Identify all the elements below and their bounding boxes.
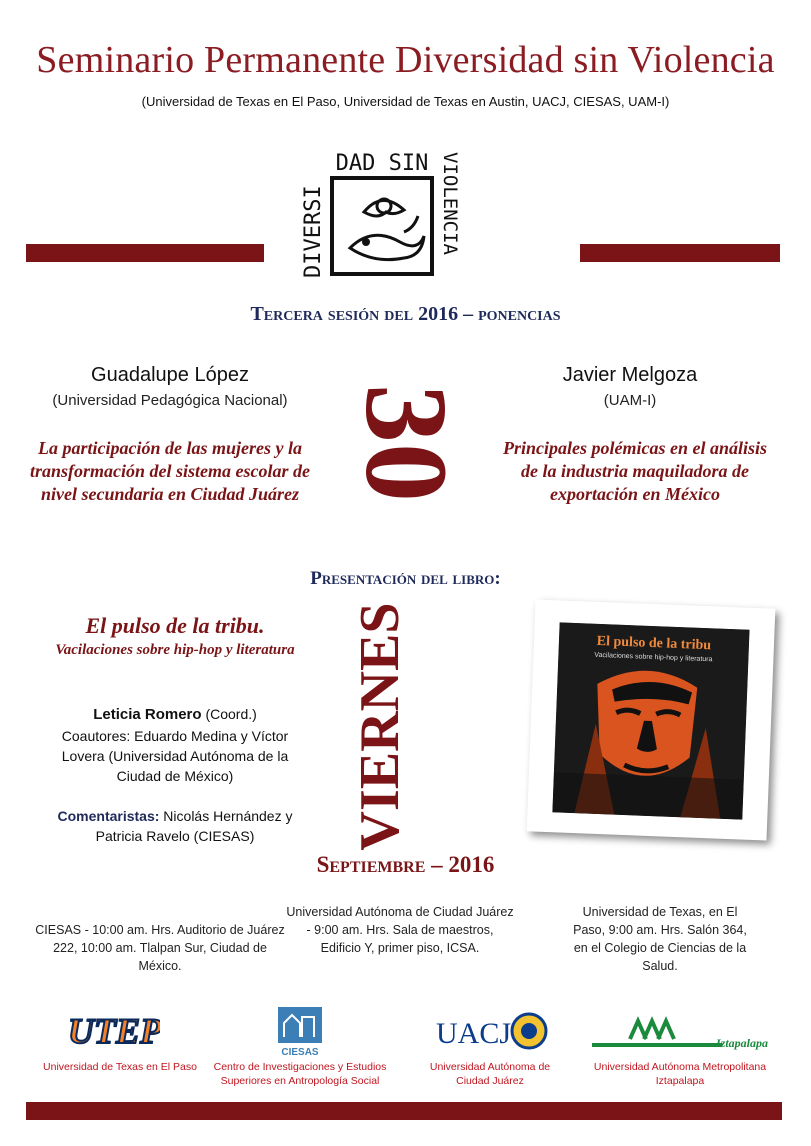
utep-logo-graphic <box>70 1005 160 1060</box>
uacj-logo-graphic <box>432 1005 550 1057</box>
weekday <box>355 605 445 850</box>
speaker-institution: (Universidad Pedagógica Nacional) <box>52 392 288 409</box>
book-coauthors: Coautores: Eduardo Medina y Víctor Lovera (Universidad Autónoma de la Ciudad de México) <box>61 728 289 784</box>
uam-logo-text: Iztapalapa <box>715 1036 768 1050</box>
ciesas-logo <box>272 1005 328 1060</box>
book-cover <box>552 622 749 819</box>
coordinator-name: Leticia Romero <box>93 706 202 723</box>
cover-subtitle: Vacilaciones sobre hip-hop y literatura <box>594 651 713 664</box>
book-cover-image <box>527 599 776 840</box>
logo-top-text: DAD SIN <box>335 151 429 176</box>
book-subtitle: Vacilaciones sobre hip-hop y literatura <box>55 642 295 658</box>
talk-title: Principales polémicas en el análisis de la industria maquiladora de exportación en México <box>503 438 767 504</box>
cover-title: El pulso de la tribu <box>596 633 712 654</box>
day-number-graphic <box>345 368 465 518</box>
coordinator-role: (Coord.) <box>201 706 257 722</box>
uam-logo <box>588 1005 778 1060</box>
book-coordinator <box>40 706 310 723</box>
commentators-names: Nicolás Hernández y Patricia Ravelo (CIESAS) <box>95 808 293 844</box>
session-heading-separator: – <box>458 303 479 325</box>
speaker-name: Guadalupe López <box>91 364 249 386</box>
session-heading-end: ponencias <box>478 303 561 325</box>
weekday-text: VIERNES <box>355 605 411 850</box>
session-heading <box>0 303 811 326</box>
speaker-institution: (UAM-I) <box>603 392 657 409</box>
utep-logo-text: UTEP <box>70 1011 160 1051</box>
commentators-label: Comentaristas: <box>57 808 160 824</box>
uacj-logo-text: UACJ <box>436 1017 512 1050</box>
decorative-bar-bottom <box>26 1102 782 1120</box>
venue-info: Universidad Autónoma de Ciudad Juárez - 9:00 am. Hrs. Sala de maestros, Edificio Y, primer piso, ICSA. <box>286 905 514 955</box>
institution-name: Universidad de Texas en El Paso <box>43 1061 197 1073</box>
institution-name: Universidad Autónoma Metropolitana Iztapalapa <box>593 1061 767 1087</box>
book-heading: Presentación del libro: <box>310 568 501 589</box>
venue-info: CIESAS - 10:00 am. Hrs. Auditorio de Juárez 222, 10:00 am. Tlalpan Sur, Ciudad de México. <box>35 923 285 973</box>
institution-name: Universidad Autónoma de Ciudad Juárez <box>429 1061 551 1087</box>
book-commentators <box>40 806 310 846</box>
weekday-graphic <box>355 605 445 850</box>
decorative-bar-right <box>580 244 780 262</box>
ciesas-logo-graphic <box>272 1005 328 1057</box>
session-heading-year: 2016 <box>418 303 459 325</box>
institution-name: Centro de Investigaciones y Estudios Superiores en Antropología Social <box>213 1061 387 1087</box>
day-number-text: 30 <box>345 384 465 502</box>
talk-title: La participación de las mujeres y la transformación del sistema escolar de nivel secundaria en Ciudad Juárez <box>30 438 310 504</box>
seminar-logo-graphic <box>292 140 470 290</box>
page-subtitle: (Universidad de Texas en El Paso, Universidad de Texas en Austin, UACJ, CIESAS, UAM-I) <box>141 94 670 109</box>
speaker-name: Javier Melgoza <box>562 364 698 386</box>
day-number <box>345 368 465 518</box>
uam-logo-graphic <box>588 1005 778 1057</box>
page-title: Seminario Permanente Diversidad sin Violencia <box>36 39 775 81</box>
ciesas-logo-text: CIESAS <box>281 1047 319 1057</box>
book-title: El pulso de la tribu. <box>85 613 265 638</box>
logo-right-text: VIOLENCIA <box>439 152 461 255</box>
session-heading-main: Tercera sesión del <box>250 303 419 325</box>
month-year: Septiembre – 2016 <box>316 852 495 877</box>
utep-logo <box>70 1005 160 1060</box>
seminar-logo <box>292 140 470 290</box>
venue-info: Universidad de Texas, en El Paso, 9:00 am. Hrs. Salón 364, en el Colegio de Ciencias de la Salud. <box>573 905 747 973</box>
uacj-logo <box>432 1005 550 1060</box>
decorative-bar-left <box>26 244 264 262</box>
logo-left-text: DIVERSI <box>301 185 326 278</box>
